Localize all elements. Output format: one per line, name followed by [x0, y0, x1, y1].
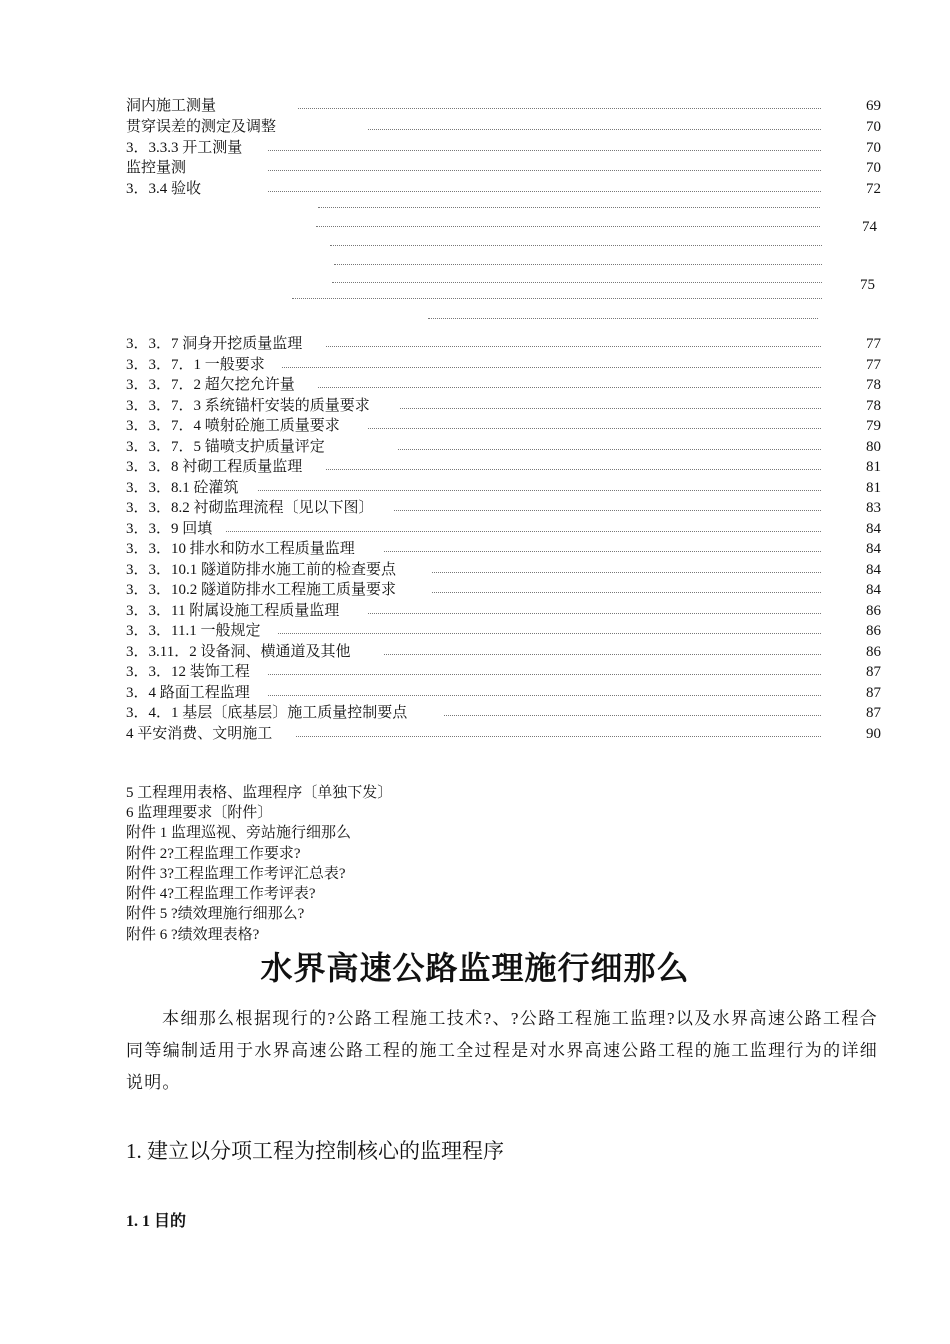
toc-leader-dots: [258, 490, 821, 491]
toc-leader-dots: [330, 245, 822, 246]
toc-leader-dots: [332, 282, 822, 283]
toc-entry-page: 69: [866, 98, 881, 114]
toc-entry[interactable]: [126, 539, 881, 559]
toc-entry-page: 86: [866, 623, 881, 639]
toc-entry-page: 84: [866, 582, 881, 598]
toc-entry-page: 75: [860, 277, 875, 293]
toc-entry-page: 87: [866, 664, 881, 680]
toc-entry-page: 90: [866, 726, 881, 742]
toc-entry-label: 3．3.3.3 开工测量: [126, 140, 243, 156]
toc-leader-dots: [368, 428, 821, 429]
toc-entry-page: 86: [866, 603, 881, 619]
toc-entry-page: 70: [866, 160, 881, 176]
appendix-item: 附件 2?工程监理工作要求?: [126, 846, 301, 862]
toc-entry[interactable]: [126, 416, 881, 436]
appendix-item: 6 监理理要求〔附件〕: [126, 805, 273, 821]
toc-entry[interactable]: [126, 662, 881, 682]
toc-entry-label: 3．4 路面工程监理: [126, 685, 250, 701]
toc-entry-label: 3．3．8.1 砼灌筑: [126, 480, 239, 496]
toc-entry[interactable]: [126, 478, 881, 498]
document-title: 水界高速公路监理施行细那么: [260, 950, 690, 986]
toc-entry-label: 3．3．10.1 隧道防排水施工前的检查要点: [126, 562, 397, 578]
appendix-item: 附件 1 监理巡视、旁站施行细那么: [126, 825, 352, 841]
toc-leader-dots: [268, 674, 821, 675]
toc-entry-page: 70: [866, 119, 881, 135]
toc-entry[interactable]: [126, 601, 881, 621]
appendix-item: 附件 4?工程监理工作考评表?: [126, 886, 316, 902]
toc-entry-label: 3．3．7．2 超欠挖允许量: [126, 377, 295, 393]
toc-leader-dots: [334, 264, 822, 265]
toc-entry[interactable]: [126, 580, 881, 600]
toc-leader-dots: [326, 469, 821, 470]
toc-entry-label: 3．3．7 洞身开挖质量监理: [126, 336, 303, 352]
toc-leader-dots: [326, 346, 821, 347]
appendix-item: 5 工程理用表格、监理程序〔单独下发〕: [126, 785, 393, 801]
toc-entry-page: 78: [866, 398, 881, 414]
toc-leader-dots: [368, 129, 821, 130]
toc-entry-page: 86: [866, 644, 881, 660]
toc-entry[interactable]: [126, 498, 881, 518]
sub-heading: 1. 1 目的: [126, 1213, 187, 1230]
toc-leader-dots: [296, 736, 821, 737]
toc-entry-page: 79: [866, 418, 881, 434]
appendix-item: 附件 6 ?绩效理表格?: [126, 927, 260, 943]
toc-leader-dots: [384, 551, 821, 552]
toc-entry-label: 3．3.11．2 设备洞、横通道及其他: [126, 644, 351, 660]
toc-entry[interactable]: [126, 683, 881, 703]
toc-entry[interactable]: [126, 375, 881, 395]
toc-leader-dots: [268, 150, 821, 151]
toc-leader-dots: [398, 449, 821, 450]
toc-entry-label: 3．3．7．3 系统锚杆安装的质量要求: [126, 398, 370, 414]
toc-entry-page: 70: [866, 140, 881, 156]
toc-entry[interactable]: [126, 457, 881, 477]
toc-entry-label: 3．3．7．5 锚喷支护质量评定: [126, 439, 325, 455]
toc-entry-page: 84: [866, 541, 881, 557]
toc-entry-page: 77: [866, 336, 881, 352]
toc-leader-dots: [368, 613, 821, 614]
toc-entry-label: 3．3．10.2 隧道防排水工程施工质量要求: [126, 582, 397, 598]
toc-entry-page: 81: [866, 459, 881, 475]
toc-entry-label: 3．3.4 验收: [126, 181, 202, 197]
toc-leader-dots: [268, 191, 821, 192]
toc-leader-dots: [394, 510, 821, 511]
toc-entry[interactable]: [126, 724, 881, 744]
toc-entry-page: 80: [866, 439, 881, 455]
toc-entry-page: 74: [862, 219, 877, 235]
toc-leader-dots: [432, 572, 821, 573]
toc-leader-dots: [292, 298, 822, 299]
toc-entry[interactable]: [126, 158, 881, 178]
toc-entry-label: 洞内施工测量: [126, 98, 217, 114]
toc-entry[interactable]: [126, 96, 881, 116]
toc-entry-page: 78: [866, 377, 881, 393]
intro-paragraph: 本细那么根据现行的?公路工程施工技术?、?公路工程施工监理?以及水界高速公路工程合同等编制适用于水界高速公路工程的施工全过程是对水界高速公路工程的施工监理行为的详细说明。: [126, 1009, 878, 1092]
toc-entry-label: 3．4．1 基层〔底基层〕施工质量控制要点: [126, 705, 408, 721]
toc-entry[interactable]: [126, 703, 881, 723]
toc-entry-label: 3．3．10 排水和防水工程质量监理: [126, 541, 355, 557]
toc-entry[interactable]: [126, 519, 881, 539]
toc-leader-dots: [278, 633, 821, 634]
toc-entry[interactable]: [126, 642, 881, 662]
toc-entry-page: 83: [866, 500, 881, 516]
toc-leader-dots: [318, 387, 821, 388]
toc-entry-page: 84: [866, 562, 881, 578]
toc-leader-dots: [226, 531, 821, 532]
toc-leader-dots: [282, 367, 821, 368]
toc-entry[interactable]: [126, 396, 881, 416]
toc-entry-label: 3．3．7．1 一般要求: [126, 357, 265, 373]
toc-entry-page: 84: [866, 521, 881, 537]
toc-entry-label: 3．3．11.1 一般规定: [126, 623, 261, 639]
toc-entry-label: 3．3．8.2 衬砌监理流程〔见以下图〕: [126, 500, 374, 516]
section-heading: 1. 建立以分项工程为控制核心的监理程序: [126, 1139, 504, 1163]
toc-entry[interactable]: [126, 621, 881, 641]
toc-entry[interactable]: [126, 138, 881, 158]
toc-entry-label: 4 平安消费、文明施工: [126, 726, 273, 742]
toc-entry-page: 72: [866, 181, 881, 197]
toc-leader-dots: [444, 715, 821, 716]
toc-entry-page: 87: [866, 705, 881, 721]
toc-leader-dots: [298, 108, 821, 109]
toc-entry-label: 贯穿误差的测定及调整: [126, 119, 277, 135]
toc-entry-page: 87: [866, 685, 881, 701]
toc-entry-label: 3．3．12 装饰工程: [126, 664, 250, 680]
toc-entry-label: 3．3．8 衬砌工程质量监理: [126, 459, 303, 475]
toc-leader-dots: [318, 207, 820, 208]
toc-entry-label: 3．3．11 附属设施工程质量监理: [126, 603, 340, 619]
appendix-item: 附件 5 ?绩效理施行细那么?: [126, 906, 305, 922]
toc-leader-dots: [400, 408, 821, 409]
appendix-item: 附件 3?工程监理工作考评汇总表?: [126, 866, 346, 882]
toc-entry[interactable]: [126, 560, 881, 580]
toc-leader-dots: [268, 695, 821, 696]
toc-entry-label: 3．3．9 回填: [126, 521, 213, 537]
toc-leader-dots: [316, 226, 820, 227]
toc-entry[interactable]: [126, 334, 881, 354]
toc-entry-page: 81: [866, 480, 881, 496]
toc-entry-label: 3．3．7．4 喷射砼施工质量要求: [126, 418, 340, 434]
toc-leader-dots: [432, 592, 821, 593]
toc-entry[interactable]: [126, 355, 881, 375]
toc-leader-dots: [428, 318, 818, 319]
toc-entry[interactable]: [126, 179, 881, 199]
toc-leader-dots: [384, 654, 821, 655]
toc-entry-label: 监控量测: [126, 160, 187, 176]
toc-entry[interactable]: [126, 117, 881, 137]
toc-leader-dots: [268, 170, 821, 171]
toc-entry-page: 77: [866, 357, 881, 373]
toc-entry[interactable]: [126, 437, 881, 457]
